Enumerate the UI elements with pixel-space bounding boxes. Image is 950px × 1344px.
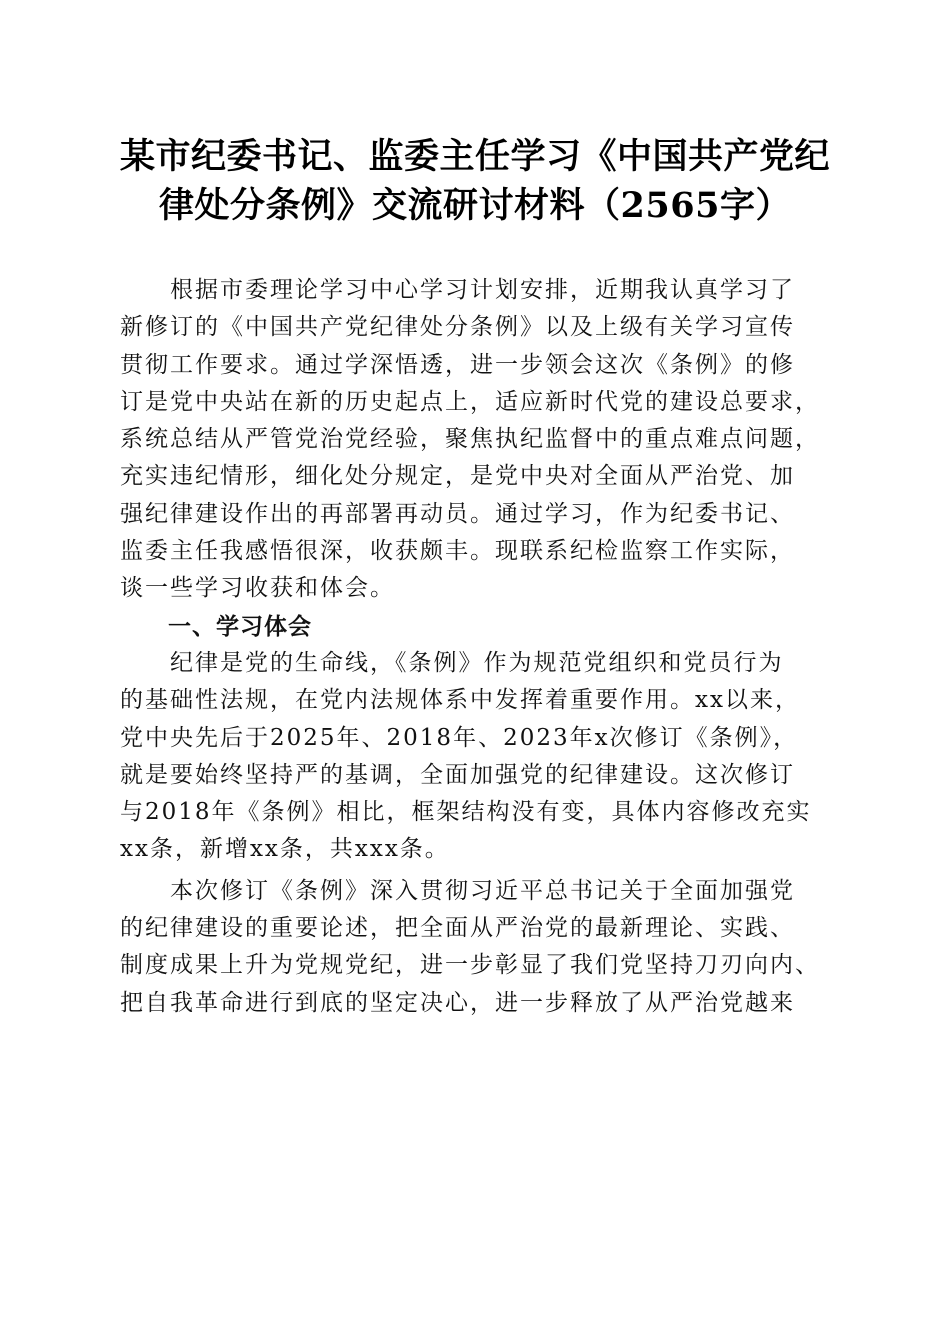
document-title [110, 132, 840, 230]
text-line: 监委主任我感悟很深，收获颇丰。现联系纪检监察工作实际， [120, 538, 795, 565]
revision-paragraph [120, 873, 832, 1022]
text-line: 就是要始终坚持严的基调，全面加强党的纪律建设。这次修订 [120, 761, 795, 788]
section-heading: 一、学习体会 [168, 612, 312, 640]
text-line: 的基础性法规，在党内法规体系中发挥着重要作用。xx以来， [120, 687, 800, 714]
text-line: 本次修订《条例》深入贯彻习近平总书记关于全面加强党 [120, 877, 795, 904]
text-line: 把自我革命进行到底的坚定决心，进一步释放了从严治党越来 [120, 989, 795, 1016]
text-line: 谈一些学习收获和体会。 [120, 575, 395, 602]
discipline-paragraph [120, 645, 832, 869]
document-body [120, 272, 832, 1022]
text-line: 制度成果上升为党规党纪，进一步彰显了我们党坚持刀刃向内、 [120, 952, 820, 979]
text-line: 充实违纪情形，细化处分规定，是党中央对全面从严治党、加 [120, 463, 795, 490]
text-line: 系统总结从严管党治党经验，聚焦执纪监督中的重点难点问题， [120, 426, 820, 453]
title-line-2: 律处分条例》交流研讨材料（2565字） [159, 185, 791, 226]
text-line: 纪律是党的生命线，《条例》作为规范党组织和党员行为 [120, 649, 784, 676]
text-line: 党中央先后于2025年、2018年、2023年x次修订《条例》， [120, 724, 799, 751]
text-line: xx条，新增xx条，共xxx条。 [120, 836, 450, 863]
title-line-1: 某市纪委书记、监委主任学习《中国共产党纪 [119, 136, 830, 177]
text-line: 的纪律建设的重要论述，把全面从严治党的最新理论、实践、 [120, 915, 795, 942]
text-line: 强纪律建设作出的再部署再动员。通过学习，作为纪委书记、 [120, 500, 795, 527]
text-line: 根据市委理论学习中心学习计划安排，近期我认真学习了 [120, 277, 795, 303]
text-line: 新修订的《中国共产党纪律处分条例》以及上级有关学习宣传 [120, 314, 795, 341]
text-line: 与2018年《条例》相比，框架结构没有变，具体内容修改充实 [120, 799, 812, 826]
text-line: 订是党中央站在新的历史起点上，适应新时代党的建设总要求， [120, 388, 820, 415]
text-line: 贯彻工作要求。通过学深悟透，进一步领会这次《条例》的修 [120, 351, 795, 378]
intro-paragraph [120, 272, 832, 608]
